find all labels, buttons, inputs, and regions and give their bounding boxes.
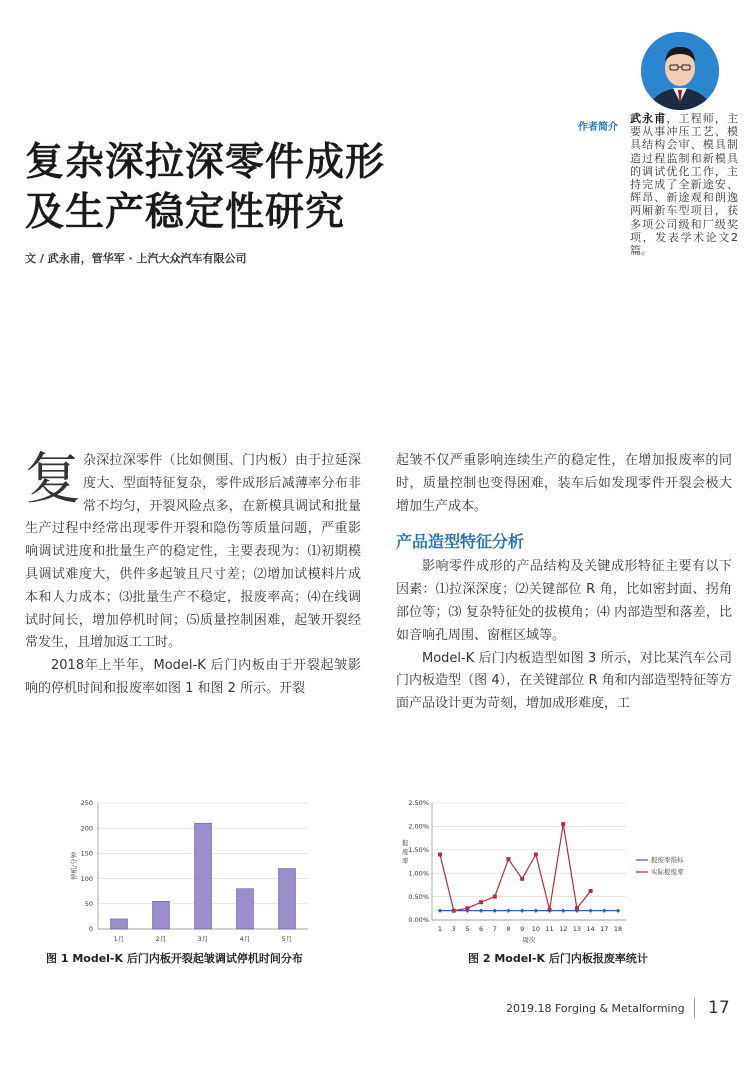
- bar: [237, 889, 254, 929]
- data-point: [493, 895, 497, 899]
- data-point: [602, 908, 606, 912]
- x-tick-label: 17: [600, 925, 609, 933]
- data-point: [479, 900, 483, 904]
- x-tick-label: 1: [437, 925, 443, 933]
- section-heading: 产品造型特征分析: [396, 532, 525, 552]
- data-point: [561, 822, 565, 826]
- x-tick-label: 13: [572, 925, 582, 933]
- x-tick-label: 14: [586, 925, 595, 933]
- bar: [111, 919, 128, 929]
- x-tick-label: 18: [613, 925, 623, 933]
- author-name: 武永甫: [630, 112, 667, 125]
- legend-label: 报废率指标: [651, 856, 684, 865]
- x-tick-label: 12: [559, 925, 568, 933]
- x-tick-label: 6: [479, 925, 484, 933]
- data-point: [575, 906, 579, 910]
- author-label: 作者简介: [578, 122, 618, 133]
- data-point: [548, 908, 552, 912]
- x-tick-label: 3: [451, 925, 456, 933]
- x-tick-label: 7: [492, 925, 497, 933]
- paragraph: 起皱不仅严重影响连续生产的稳定性，在增加报废率的同时，质量控制也变得困难，装车后如发现零件开裂会极大增加生产成本。: [396, 453, 732, 514]
- title-line-1: 复杂深拉深零件成形: [25, 140, 386, 185]
- data-point: [616, 908, 620, 912]
- y-tick-label: 250: [80, 799, 93, 808]
- y-tick-label: 100: [80, 874, 93, 883]
- x-tick-label: 3月: [197, 935, 209, 943]
- paragraph: 2018年上半年，Model-K 后门内板由于开裂起皱影响的停机时间和报废率如图 1 和图 2 所示。开裂: [25, 658, 361, 696]
- data-point: [506, 857, 510, 861]
- data-point: [438, 908, 442, 912]
- author-bio-text: ，工程师，主要从事冲压工艺、模具结构会审、模具制造过程监制和新模具的调试优化工作，主持完成了全新途安、辉昂、新途观和朗逸两厢新车型项目，获多项公司级和厂级奖项，发表学术论文2篇。: [630, 112, 738, 258]
- byline: 文 / 武永甫，管华军 · 上汽大众汽车有限公司: [25, 252, 247, 265]
- paragraph: [25, 447, 361, 655]
- y-axis-label: 报废率: [402, 839, 409, 865]
- y-tick-label: 0.50%: [408, 892, 429, 901]
- line-chart-svg: [396, 795, 696, 960]
- data-point: [589, 889, 593, 893]
- x-tick-label: 11: [545, 925, 554, 933]
- y-tick-label: 2.50%: [408, 799, 429, 808]
- x-tick-label: 1月: [113, 935, 125, 943]
- x-tick-label: 5: [465, 925, 470, 933]
- bar-chart-svg: [46, 795, 326, 960]
- author-photo: [641, 32, 719, 110]
- series-line: [440, 824, 591, 911]
- data-point: [561, 908, 565, 912]
- paragraph-text: 杂深拉深零件（比如侧围、门内板）由于拉延深度大、型面特征复杂，零件成形后减薄率分布非常不均匀，开裂风险点多，在新模具调试和批量生产过程中经常出现零件开裂和隐伤等质量问题，严重影响调试进度和批量生产的稳定性，主要表现为：⑴初期模具调试难度大，供件多起皱且尺寸差；⑵增加试模料片成本和人力成本；⑶批量生产不稳定，报废率高；⑷在线调试时间长，增加停机时间；⑸质量控制困难，起皱开裂经常发生，且增加返工工时。: [25, 453, 361, 651]
- page-number: 17: [708, 998, 730, 1018]
- author-bio: [630, 112, 738, 257]
- data-point: [520, 908, 524, 912]
- x-tick-label: 9: [520, 925, 525, 933]
- x-tick-label: 5月: [281, 935, 293, 943]
- footer-divider: [694, 998, 695, 1018]
- article-title: [25, 138, 425, 238]
- y-tick-label: 2.00%: [408, 822, 429, 831]
- paragraph: 影响零件成形的产品结构及关键成形特征主要有以下因素：⑴拉深深度；⑵关键部位 R 角，比如密封面、拐角部位等；⑶ 复杂特征处的拔模角；⑷ 内部造型和落差，比如音响孔周围、窗框区域等。: [396, 559, 732, 643]
- drop-cap: 复: [25, 447, 81, 512]
- paragraph: Model-K 后门内板造型如图 3 所示，对比某汽车公司门内板造型（图 4），在关键部位 R 角和内部造型特征等方面产品设计更为苛刻，增加成形难度，工: [396, 650, 732, 712]
- data-point: [506, 908, 510, 912]
- bar: [279, 869, 296, 929]
- data-point: [588, 908, 592, 912]
- data-point: [493, 908, 497, 912]
- y-tick-label: 1.00%: [408, 869, 429, 878]
- data-point: [534, 908, 538, 912]
- data-point: [479, 908, 483, 912]
- figure-2-line-chart: [396, 795, 696, 960]
- figure-1-caption: 图 1 Model-K 后门内板开裂起皱调试停机时间分布: [46, 952, 303, 965]
- x-tick-label: 10: [531, 925, 540, 933]
- body-column-right: [396, 450, 732, 716]
- legend-label: 实际报废率: [651, 868, 684, 877]
- y-tick-label: 200: [80, 824, 93, 833]
- y-tick-label: 150: [80, 849, 93, 858]
- x-tick-label: 4月: [239, 935, 251, 943]
- body-column-left: [25, 447, 361, 701]
- y-tick-label: 0: [88, 925, 93, 934]
- data-point: [438, 852, 442, 856]
- data-point: [534, 852, 538, 856]
- bar: [153, 901, 170, 929]
- x-axis-label: 周次: [522, 936, 536, 944]
- figure-2-caption: 图 2 Model-K 后门内板报废率统计: [468, 952, 648, 965]
- figure-1-bar-chart: [46, 795, 326, 960]
- footer-issue: 2019.18 Forging & Metalforming: [506, 1002, 685, 1015]
- x-tick-label: 8: [506, 925, 511, 933]
- y-axis-label: 停机/分钟: [70, 851, 78, 881]
- data-point: [520, 877, 524, 881]
- y-tick-label: 50: [84, 900, 93, 908]
- y-tick-label: 0.00%: [408, 916, 429, 925]
- y-tick-label: 1.50%: [408, 846, 429, 854]
- data-point: [465, 906, 469, 910]
- x-tick-label: 2月: [155, 935, 167, 943]
- data-point: [452, 909, 456, 913]
- title-line-2: 及生产稳定性研究: [25, 190, 346, 235]
- bar: [195, 823, 212, 929]
